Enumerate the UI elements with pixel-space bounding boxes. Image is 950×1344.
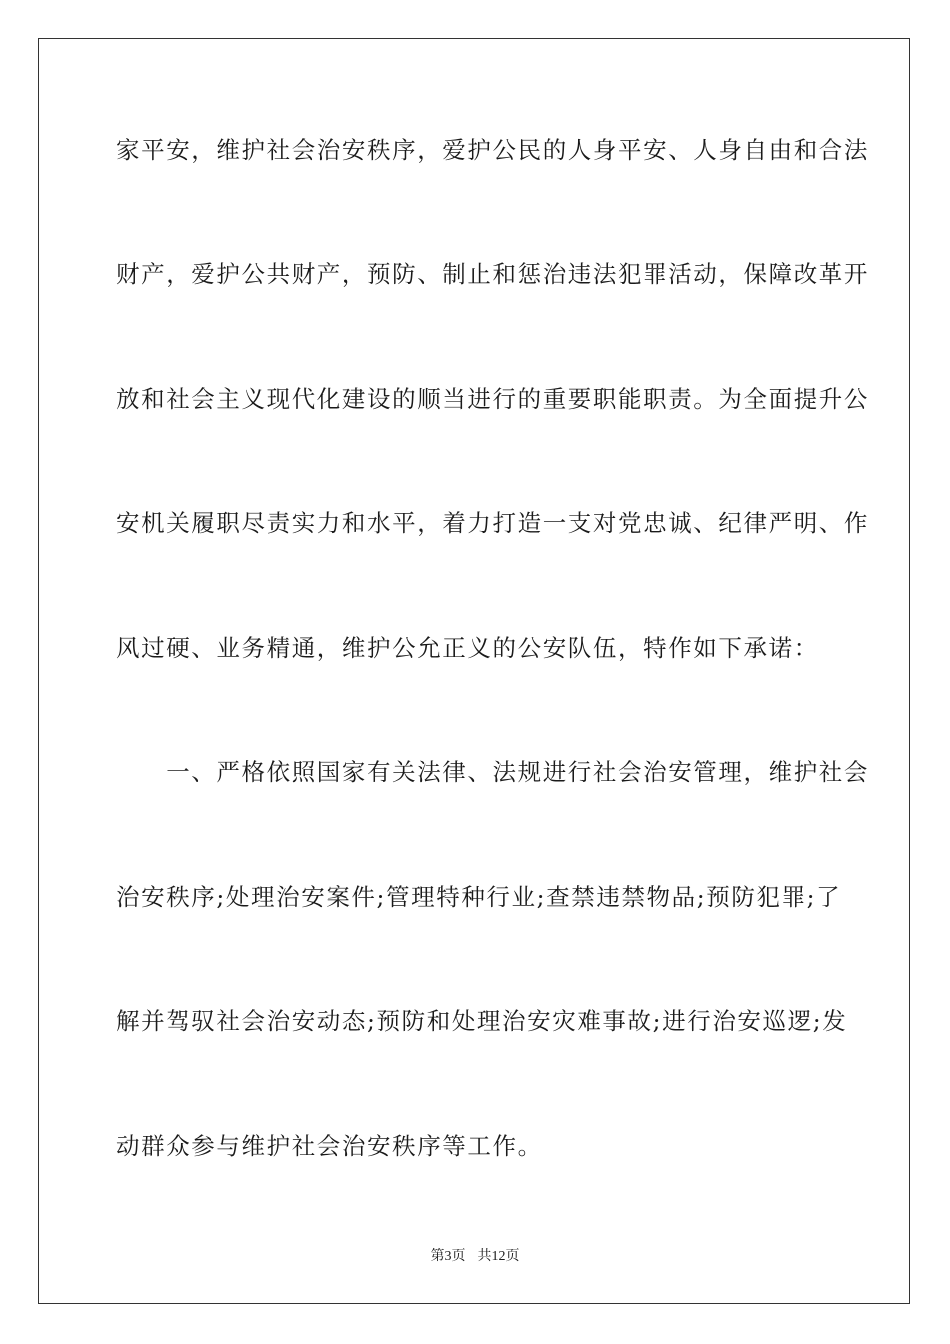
text-line: 财产，爱护公共财产，预防、制止和惩治违法犯罪活动，保障改革开 (116, 260, 869, 288)
text-line: 放和社会主义现代化建设的顺当进行的重要职能职责。为全面提升公 (116, 385, 869, 413)
page-total: 共12页 (477, 1249, 520, 1264)
paragraph-start-line: 一、严格依照国家有关法律、法规进行社会治安管理，维护社会 (116, 758, 869, 786)
page-number: 第3页 (430, 1249, 466, 1264)
text-line: 安机关履职尽责实力和水平，着力打造一支对党忠诚、纪律严明、作 (116, 509, 869, 537)
text-line: 家平安，维护社会治安秩序，爱护公民的人身平安、人身自由和合法 (116, 136, 869, 164)
text-line: 风过硬、业务精通，维护公允正义的公安队伍，特作如下承诺： (116, 634, 819, 662)
page-footer (0, 1248, 950, 1266)
text-line: 解并驾驭社会治安动态;预防和处理治安灾难事故;进行治安巡逻;发 (116, 1007, 848, 1035)
text-line: 动群众参与维护社会治安秩序等工作。 (116, 1132, 543, 1160)
text-line: 治安秩序;处理治安案件;管理特种行业;查禁违禁物品;预防犯罪;了 (116, 883, 842, 911)
page-border (38, 38, 910, 1304)
